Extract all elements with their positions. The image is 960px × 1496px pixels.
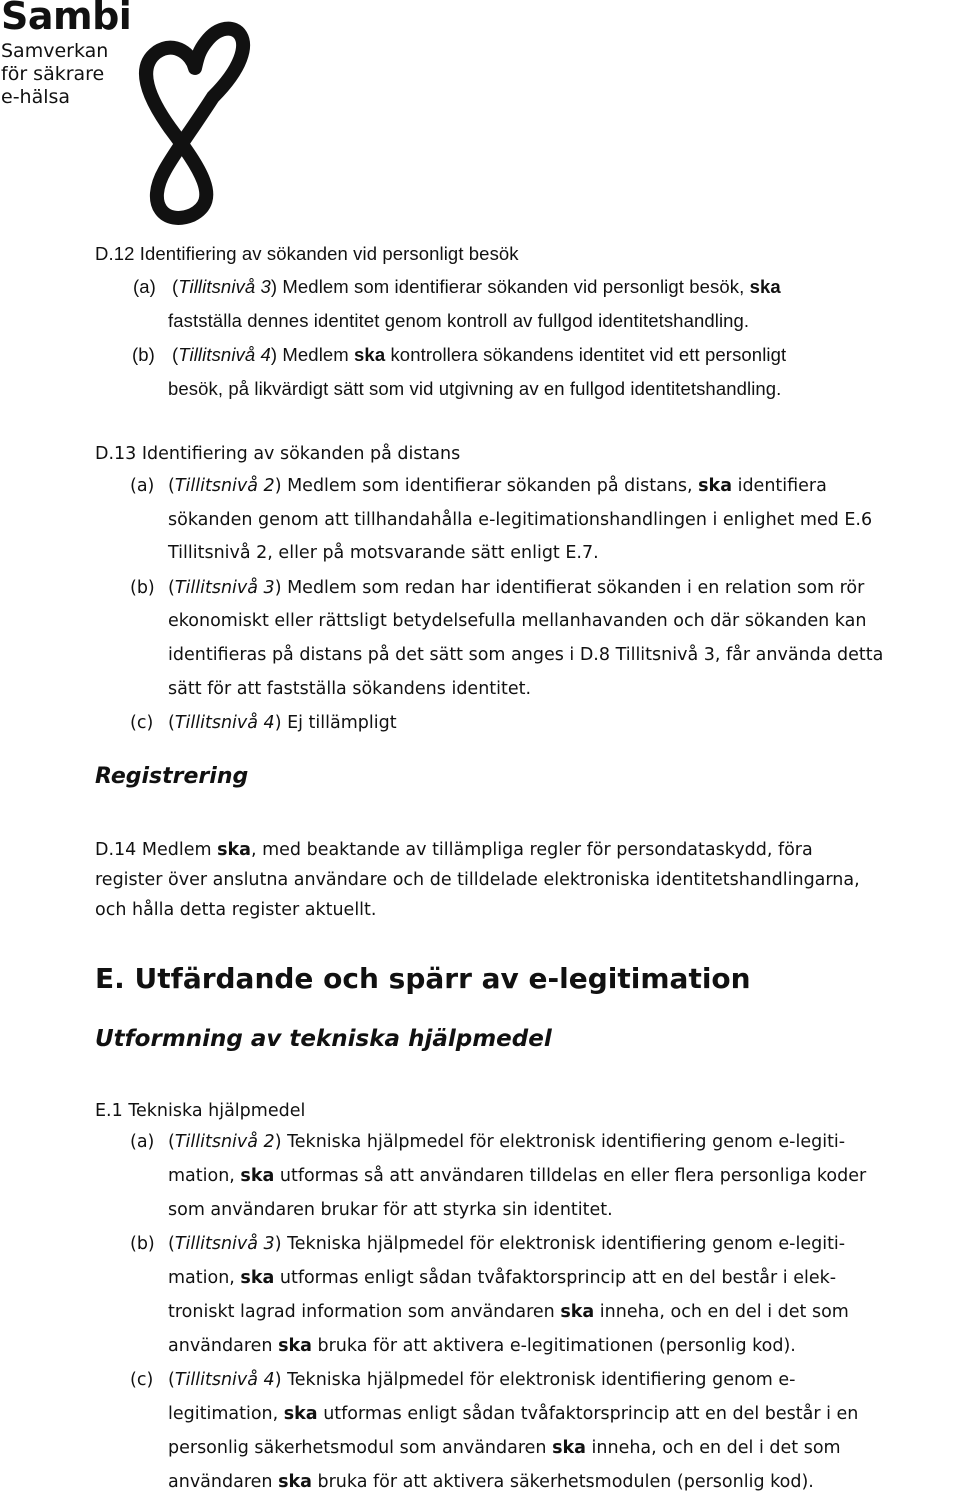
- d13-b-line-2: ekonomiskt eller rättsligt betydelsefulla mellanhavanden och där sökanden kan: [168, 611, 867, 631]
- text-bold: ska: [354, 344, 386, 365]
- text: användaren: [168, 1472, 279, 1492]
- text: inneha, och en del i det som: [594, 1302, 849, 1322]
- text-bold: ska: [749, 276, 781, 297]
- text: ) Tekniska hjälpmedel för elektronisk identifiering genom e-legiti-: [274, 1234, 846, 1254]
- level-text: Tillitsnivå 4: [178, 344, 271, 365]
- e1-b-line-4: [168, 1333, 796, 1359]
- d13-a-line-1: (Tillitsnivå 2) Medlem som identifierar sökanden på distans, ska identifiera: [168, 476, 827, 496]
- d14-line-2: register över anslutna användare och de tilldelade elektroniska identitetshandlingarna,: [95, 870, 860, 890]
- e1-a-line-2: [168, 1163, 866, 1189]
- d12-a-line-2: fastställa dennes identitet genom kontroll av fullgod identitetshandling.: [168, 310, 750, 331]
- text: ) Medlem: [270, 344, 355, 365]
- text: användaren: [168, 1336, 279, 1356]
- e1-a-line-1: (Tillitsnivå 2) Tekniska hjälpmedel för elektronisk identifiering genom e-legiti-: [168, 1132, 846, 1152]
- e1-b-line-3: [168, 1299, 849, 1325]
- text: utformas så att användaren tilldelas en eller flera personliga koder: [274, 1166, 867, 1186]
- text-bold: ska: [240, 1268, 275, 1288]
- text-bold: ska: [552, 1438, 586, 1458]
- text-bold: ska: [278, 1472, 312, 1492]
- e1-c-line-3: [168, 1435, 841, 1461]
- text: , med beaktande av tillämpliga regler för persondataskydd, föra: [250, 840, 813, 860]
- section-d12-heading: D.12 Identifiering av sökanden vid personligt besök: [95, 243, 519, 264]
- e1-a-line-3: som användaren brukar för att styrka sin identitet.: [168, 1200, 613, 1220]
- e1-heading: E.1 Tekniska hjälpmedel: [95, 1101, 306, 1121]
- item-label: (a): [130, 1132, 155, 1152]
- logo-title: Sambi: [1, 0, 132, 38]
- d12-a-line-1: (Tillitsnivå 3) Medlem som identifierar sökanden vid personligt besök, ska: [172, 276, 781, 297]
- d12-b-line-2: besök, på likvärdigt sätt som vid utgivning av en fullgod identitetshandling.: [168, 378, 782, 399]
- text: utformas enligt sådan tvåfaktorsprincip att en del består i elek-: [274, 1268, 837, 1288]
- d13-b-line-1: (Tillitsnivå 3) Medlem som redan har identifierat sökanden i en relation som rör: [168, 578, 865, 598]
- text: inneha, och en del i det som: [585, 1438, 841, 1458]
- text-bold: ska: [217, 840, 251, 860]
- section-d13-heading: D.13 Identifiering av sökanden på distans: [95, 444, 461, 464]
- logo-subtitle-line-3: e-hälsa: [1, 86, 71, 108]
- item-label: (b): [130, 578, 155, 598]
- item-label: (a): [133, 276, 156, 297]
- e1-b-line-1: (Tillitsnivå 3) Tekniska hjälpmedel för elektronisk identifiering genom e-legiti-: [168, 1234, 846, 1254]
- logo-subtitle-line-1: Samverkan: [1, 40, 109, 62]
- text-bold: ska: [560, 1302, 595, 1322]
- heart-knot-icon: [0, 0, 270, 230]
- d14-line-3: och hålla detta register aktuellt.: [95, 900, 377, 920]
- d14-paragraph: [95, 835, 955, 925]
- level-text: Tillitsnivå 2: [174, 476, 275, 496]
- level-text: Tillitsnivå 2: [174, 1132, 275, 1152]
- d13-a-line-2: sökanden genom att tillhandahålla e-legitimationshandlingen i enlighet med E.6: [168, 510, 873, 530]
- text: bruka för att aktivera e-legitimationen (personlig kod).: [311, 1336, 796, 1356]
- section-e-subheading: Utformning av tekniska hjälpmedel: [95, 1026, 552, 1052]
- logo-subtitle-line-2: för säkrare: [1, 63, 105, 85]
- item-label: (a): [130, 476, 155, 496]
- d12-b-line-1: (Tillitsnivå 4) Medlem ska kontrollera sökandens identitet vid ett personligt: [172, 344, 787, 365]
- level-text: Tillitsnivå 4: [174, 713, 275, 733]
- d13-c-line-1: (Tillitsnivå 4) Ej tillämpligt: [168, 713, 397, 733]
- text: identifiera: [732, 476, 827, 496]
- item-label: (c): [130, 713, 154, 733]
- text-bold: ska: [283, 1404, 318, 1424]
- d13-a-line-3: Tillitsnivå 2, eller på motsvarande sätt enligt E.7.: [168, 543, 599, 563]
- d13-b-line-3: identifieras på distans på det sätt som anges i D.8 Tillitsnivå 3, får använda detta: [168, 645, 884, 665]
- text-bold: ska: [698, 476, 733, 496]
- registrering-heading: Registrering: [95, 764, 249, 789]
- text: D.14 Medlem: [95, 840, 218, 860]
- text-bold: ska: [240, 1166, 275, 1186]
- d14-line-1: [95, 835, 955, 865]
- text: ) Tekniska hjälpmedel för elektronisk identifiering genom e-legiti-: [274, 1132, 846, 1152]
- d13-b-line-4: sätt för att fastställa sökandens identitet.: [168, 679, 532, 699]
- text: kontrollera sökandens identitet vid ett personligt: [385, 344, 787, 365]
- level-text: Tillitsnivå 3: [174, 578, 275, 598]
- text: mation,: [168, 1268, 241, 1288]
- sambi-logo: [0, 0, 270, 230]
- level-text: Tillitsnivå 3: [174, 1234, 275, 1254]
- text: personlig säkerhetsmodul som användaren: [168, 1438, 553, 1458]
- text: mation,: [168, 1166, 241, 1186]
- level-text: Tillitsnivå 4: [174, 1370, 275, 1390]
- text: ) Medlem som redan har identifierat sökanden i en relation som rör: [274, 578, 865, 598]
- e1-c-line-1: (Tillitsnivå 4) Tekniska hjälpmedel för elektronisk identifiering genom e-: [168, 1370, 796, 1390]
- item-label: (b): [130, 1234, 155, 1254]
- item-label: (b): [132, 344, 155, 365]
- text: ) Ej tillämpligt: [274, 713, 397, 733]
- e1-b-line-2: [168, 1265, 836, 1291]
- text: bruka för att aktivera säkerhetsmodulen (personlig kod).: [311, 1472, 814, 1492]
- text: troniskt lagrad information som användaren: [168, 1302, 561, 1322]
- text: ) Tekniska hjälpmedel för elektronisk identifiering genom e-: [274, 1370, 796, 1390]
- text: ) Medlem som identifierar sökanden vid personligt besök,: [270, 276, 750, 297]
- e1-c-line-2: [168, 1401, 858, 1427]
- text: ) Medlem som identifierar sökanden på distans,: [274, 476, 699, 496]
- text: legitimation,: [168, 1404, 284, 1424]
- section-e-heading: E. Utfärdande och spärr av e-legitimation: [95, 962, 751, 995]
- item-label: (c): [130, 1370, 154, 1390]
- e1-c-line-4: [168, 1469, 814, 1495]
- text-bold: ska: [278, 1336, 312, 1356]
- text: utformas enligt sådan tvåfaktorsprincip att en del består i en: [317, 1404, 859, 1424]
- level-text: Tillitsnivå 3: [178, 276, 271, 297]
